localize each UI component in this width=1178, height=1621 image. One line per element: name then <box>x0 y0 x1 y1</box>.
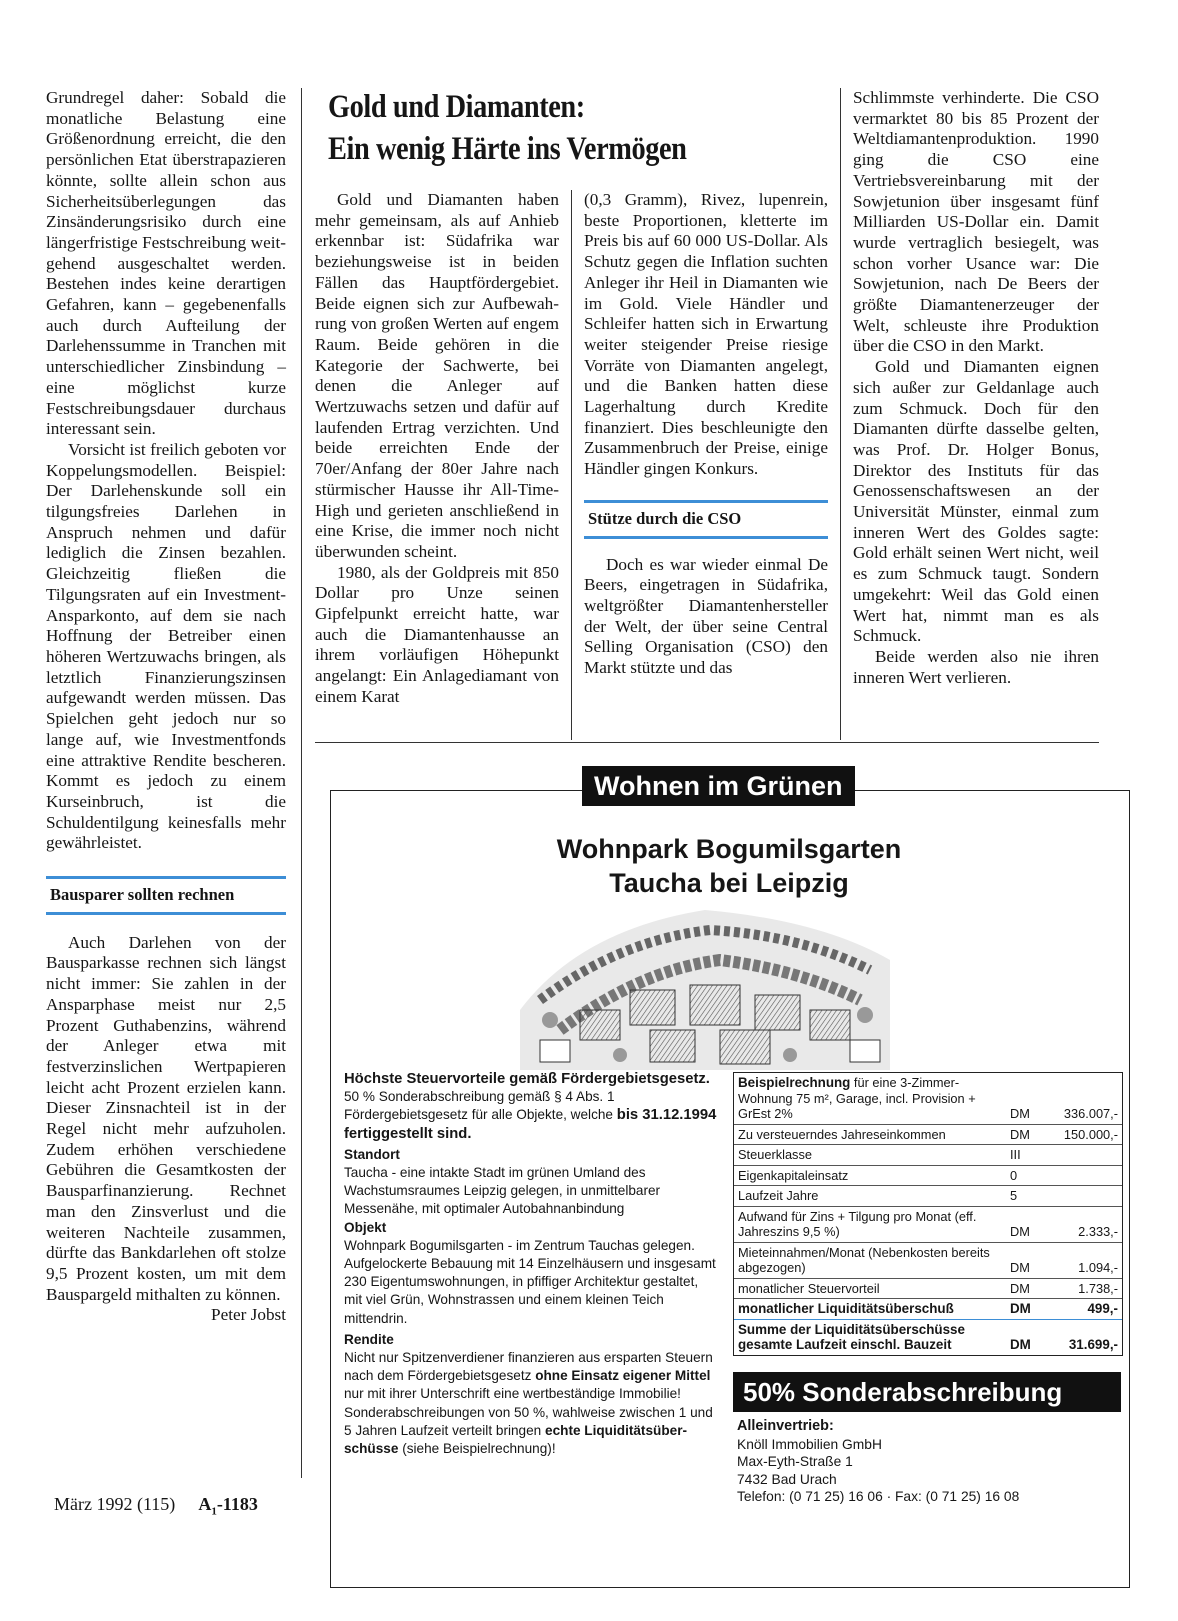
article-bottom-rule <box>315 742 1099 743</box>
table-cell-value: 1.094,- <box>1078 1260 1118 1275</box>
table-cell-value: 2.333,- <box>1078 1224 1118 1239</box>
example-calculation-table <box>733 1072 1123 1356</box>
col4-paragraph-3: Beide werden also nie ihren inneren Wert verlieren. <box>853 646 1099 687</box>
table-cell-currency: III <box>1010 1147 1021 1162</box>
ad-text-location: Taucha - eine intakte Stadt im grünen Umland des Wachstumsraumes Leipzig gelegen, in unmittelbarer Messenähe, mit optimaler Autobahnanbindung <box>344 1165 661 1217</box>
contact-city: 7432 Bad Urach <box>737 1471 837 1487</box>
ad-text-yield-e: (siehe Beispielrechnung)! <box>398 1441 556 1457</box>
col3-paragraph-2: Doch es war wieder einmal De Beers, eingetragen in Südafrika, weltgrößter Diamantenhersteller der Welt, der über seine Central Selling Organisation (CSO) den Markt stützte und das <box>584 554 828 678</box>
ad-text-object: Wohnpark Bogumilsgarten - im Zentrum Tauchas gelegen. Aufgelockerte Bebauung mit 14 Einzelhäusern und insgesamt 230 Eigentumswohnungen, in pfiffiger Architektur gestaltet, mit viel Grün, Wohnstrassen und einem kleinen Teich mittendrin. <box>344 1237 716 1326</box>
col3-subheading: Stütze durch die CSO <box>584 500 828 539</box>
ad-contact <box>737 1418 1117 1506</box>
housing-illustration <box>520 890 890 1070</box>
table-cell-value: 499,- <box>1087 1301 1118 1316</box>
column-divider <box>571 190 572 740</box>
table-header-label <box>738 1075 1010 1122</box>
author-name: Peter Jobst <box>211 1305 286 1325</box>
table-header-currency: DM <box>1010 1106 1030 1121</box>
table-cell-currency: DM <box>1010 1301 1031 1316</box>
table-row <box>734 1242 1122 1278</box>
table-cell-currency: DM <box>1010 1337 1031 1352</box>
issue-date: März 1992 (115) <box>54 1494 176 1514</box>
table-row <box>734 1298 1122 1319</box>
col1-paragraph-3: Auch Darlehen von der Bausparkasse rechnen sich längst nicht immer: Sie zahlen in der Ansparphase meist nur 2,5 Prozent Guthabenzins, während der Anleger etwa mit festverzinslichen Wertpapieren leicht acht Prozent erzielen kann. Dieser Zinsnachteil ist in der Regel nicht mehr aufzuholen. Zudem erhöhen verschiedene Gebühren die Gesamtkosten der Bausparfinanzierung. Rechnet man den Zinsverlust und die weiteren Nachteile zusammen, dürfte das Bankdarlehen oft stolze 9,5 Prozent kosten, um mit dem Bauspargeld mithalten zu können. <box>46 932 286 1304</box>
table-cell-label: Eigenkapitaleinsatz <box>738 1167 849 1183</box>
ad-text-yield-c: nur mit ihrer Unterschrift eine wertbeständige Immobilie! Sonderabschreibungen von 50 %, wahlweise zwischen 1 und 5 Jahren Laufzeit verteilt bringen <box>344 1386 713 1438</box>
table-cell-currency: 5 <box>1010 1188 1018 1203</box>
table-cell-currency: DM <box>1010 1224 1030 1239</box>
ad-heading-location: Standort <box>344 1146 400 1162</box>
table-row <box>734 1165 1122 1186</box>
ad-text-yield-d: echte Liquiditätsüberschüsse <box>344 1422 688 1457</box>
table-cell-label: monatlicher Liquiditätsüberschuß <box>738 1301 954 1316</box>
table-cell-label: monatlicher Steuervorteil <box>738 1280 880 1296</box>
page-prefix: A <box>198 1494 212 1514</box>
column-divider <box>301 88 302 1478</box>
table-cell-currency: DM <box>1010 1260 1030 1275</box>
table-cell-value: 1.738,- <box>1078 1280 1118 1296</box>
table-cell-label: Laufzeit Jahre <box>738 1188 819 1203</box>
ad-text-tax-b: bis 31.12.1994 fertiggestellt sind. <box>344 1107 717 1142</box>
table-row <box>734 1278 1122 1299</box>
col4-paragraph-2: Gold und Diamanten eignen sich außer zur Geldanlage auch zum Schmuck. Doch für den Diamanten dürfte dasselbe gelten, was Prof. Dr. Holger Bonus, Direktor des Instituts für das Genossenschaftswesen an der Universität Münster, einmal zum inneren Wert des Goldes sagte: Gold erhält seinen Wert nicht, weil es zum Schmuck taugt. Sondern umgekehrt: Weil das Gold einen Wert hat, nimmt man es als Schmuck. <box>853 357 1099 646</box>
headline-line-2: Ein wenig Härte ins Vermögen <box>328 131 687 167</box>
depreciation-banner: 50% Sonderabschreibung <box>733 1372 1121 1412</box>
table-cell-value <box>1046 1147 1118 1163</box>
table-cell-label: Mieteinnahmen/Monat (Nebenkosten bereits abgezogen) <box>738 1244 990 1275</box>
table-row <box>734 1206 1122 1242</box>
table-cell-value: 150.000,- <box>1063 1126 1118 1142</box>
table-cell-currency: 0 <box>1010 1167 1018 1183</box>
ad-text-tax <box>344 1088 719 1143</box>
ad-banner: Wohnen im Grünen <box>582 766 855 806</box>
table-cell-label: Aufwand für Zins + Tilgung pro Monat (eff. Jahreszins 9,5 %) <box>738 1208 977 1239</box>
contact-company: Knöll Immobilien GmbH <box>737 1436 882 1452</box>
table-cell-label: Steuerklasse <box>738 1147 812 1162</box>
ad-description <box>344 1070 719 1458</box>
ad-heading-yield: Rendite <box>344 1331 394 1347</box>
table-cell-value: 31.699,- <box>1068 1337 1118 1352</box>
ad-heading-tax: Höchste Steuervorteile gemäß Fördergebietsgesetz. <box>344 1071 710 1087</box>
ad-heading-object: Objekt <box>344 1219 387 1235</box>
table-row <box>734 1319 1122 1355</box>
col3-paragraph-1: (0,3 Gramm), Rivez, lupenrein, beste Proportionen, kletterte im Preis bis auf 60 000 US-Dollar. Als Schutz gegen die Inflation suchten Anleger ihr Heil in Diamanten wie im Gold. Viele Händler und Schleifer hatten sich in Erwartung weiter steigender Preise riesige Vorräte von Diamanten angelegt, und die Banken hatten diese Lagerhaltung durch Kredite finanziert. Dies beschleunigte den Zusammenbruch der Preise, einige Händler gingen Konkurs. <box>584 190 828 479</box>
table-cell-label: Summe der Liquiditätsüberschüsse gesamte Laufzeit einschl. Bauzeit <box>738 1321 965 1352</box>
table-cell-currency: DM <box>1010 1126 1030 1142</box>
col4-paragraph-1: Schlimmste verhinderte. Die CSO vermarktet 80 bis 85 Prozent der Weltdiamantenproduktion. 1990 ging die CSO eine Vertriebsvereinbarung mit der Sowjetunion über insgesamt fünf Milliarden US-Dollar ein. Damit wurde vertraglich besiegelt, was schon vorher Usance war: Die Sowjetunion, nach De Beers der größte Diamantenerzeuger der Welt, schleuste ihre Produktion über die CSO in den Markt. <box>853 88 1099 356</box>
column-3 <box>584 190 828 679</box>
contact-phone: Telefon: (0 71 25) 16 06 · Fax: (0 71 25) 16 08 <box>737 1489 1020 1504</box>
contact-street: Max-Eyth-Straße 1 <box>737 1454 853 1469</box>
ad-text-tax-a: 50 % Sonderabschreibung gemäß § 4 Abs. 1 Fördergebietsgesetz für alle Objekte, welche <box>344 1089 617 1123</box>
page-number <box>198 1494 258 1518</box>
page-footer <box>54 1494 258 1518</box>
table-header-value: 336.007,- <box>1063 1106 1118 1121</box>
ad-title-line-2: Taucha bei Leipzig <box>609 868 849 898</box>
table-header-bold: Beispielrechnung <box>738 1075 851 1090</box>
col2-paragraph-2: 1980, als der Goldpreis mit 850 Dollar pro Unze seinen Gipfelpunkt erreicht hatte, war auch die Diamantenhausse an ihrem vorläufigen Höhepunkt angelangt: Ein Anlagediamant von einem Karat <box>315 562 559 706</box>
table-cell-label: Zu versteuerndes Jahreseinkommen <box>738 1126 946 1142</box>
col1-paragraph-2: Vorsicht ist freilich geboten vor Koppelungsmodellen. Beispiel: Der Darlehenskunde soll ein tilgungsfreies Darlehen in Anspruch nehmen und dafür lediglich die Zinsen bezahlen. Gleichzeitig fließen die Tilgungsraten auf ein Investment-Ansparkonto, auf dem sie nach Hoffnung der Betreiber einen höheren Wertzuwachs bringen, als letztlich Finanzierungszinsen aufgewandt werden müssen. Das Spielchen geht jedoch nur so lange auf, wie Investmentfonds eine attraktive Rendite bescheren. Kommt es jedoch zu einem Kurseinbruch, ist die Schuldentilgung keinesfalls mehr gewährleistet. <box>46 439 286 853</box>
ad-text-yield <box>344 1349 719 1458</box>
table-cell-value <box>1046 1168 1118 1184</box>
contact-label: Alleinvertrieb: <box>737 1418 834 1434</box>
table-row <box>734 1124 1122 1145</box>
article-headline <box>328 86 775 170</box>
table-row <box>734 1185 1122 1206</box>
ad-title-line-1: Wohnpark Bogumilsgarten <box>556 834 902 864</box>
ad-text-yield-a: Nicht nur Spitzenverdiener finanzieren aus ersparten Steuern nach dem Fördergebietsgesetz <box>344 1350 713 1384</box>
page-sub: 1 <box>211 1505 217 1518</box>
page-num: -1183 <box>216 1494 258 1514</box>
column-4 <box>853 88 1099 688</box>
column-1 <box>46 88 286 1326</box>
table-header-rest: für eine 3-Zimmer-Wohnung 75 m², Garage, incl. Provision + GrEst 2% <box>738 1075 976 1121</box>
col1-subheading: Bausparer sollten rechnen <box>46 876 286 915</box>
column-2 <box>315 190 559 708</box>
ad-text-yield-b: ohne Einsatz eigener Mittel <box>535 1368 711 1384</box>
table-row <box>734 1144 1122 1165</box>
col1-paragraph-1: Grundregel daher: Sobald die monatliche Belastung eine Größenordnung erreicht, die den persönlichen Etat überstrapazieren könnte, sollte allein schon aus Sicherheitsüberlegungen das Zinsänderungsrisiko durch eine längerfristige Festschreibung weitgehend ausgeschaltet werden. Bestehen indes keine derartigen Gefahren, kann – gegebenenfalls auch durch Aufteilung der Darlehenssumme in Tranchen mit unterschiedlicher Zinsbindung – eine möglichst kurze Festschreibungsdauer durchaus interessant sein. <box>46 88 286 439</box>
column-divider <box>840 88 841 740</box>
table-cell-currency: DM <box>1010 1280 1030 1296</box>
col2-paragraph-1: Gold und Diamanten haben mehr gemeinsam, als auf Anhieb erkennbar ist: Südafrika war beziehungsweise ist in beiden Fällen das Hauptfördergebiet. Beide eignen sich zur Aufbewahrung von großen Werten auf engem Raum. Beide gehören in die Kategorie der Sachwerte, bei denen die Anleger auf Wertzuwachs setzen und dafür auf laufenden Ertrag verzichten. Und beide erreichten Ende der 70er/Anfang der 80er Jahre nach stürmischer Hausse ihr All-Time-High und gerieten anschließend in eine Krise, die immer noch nicht überwunden scheint. <box>315 190 559 561</box>
table-header-row <box>734 1073 1122 1124</box>
table-cell-value <box>1046 1188 1118 1204</box>
headline-line-1: Gold und Diamanten: <box>328 89 585 125</box>
